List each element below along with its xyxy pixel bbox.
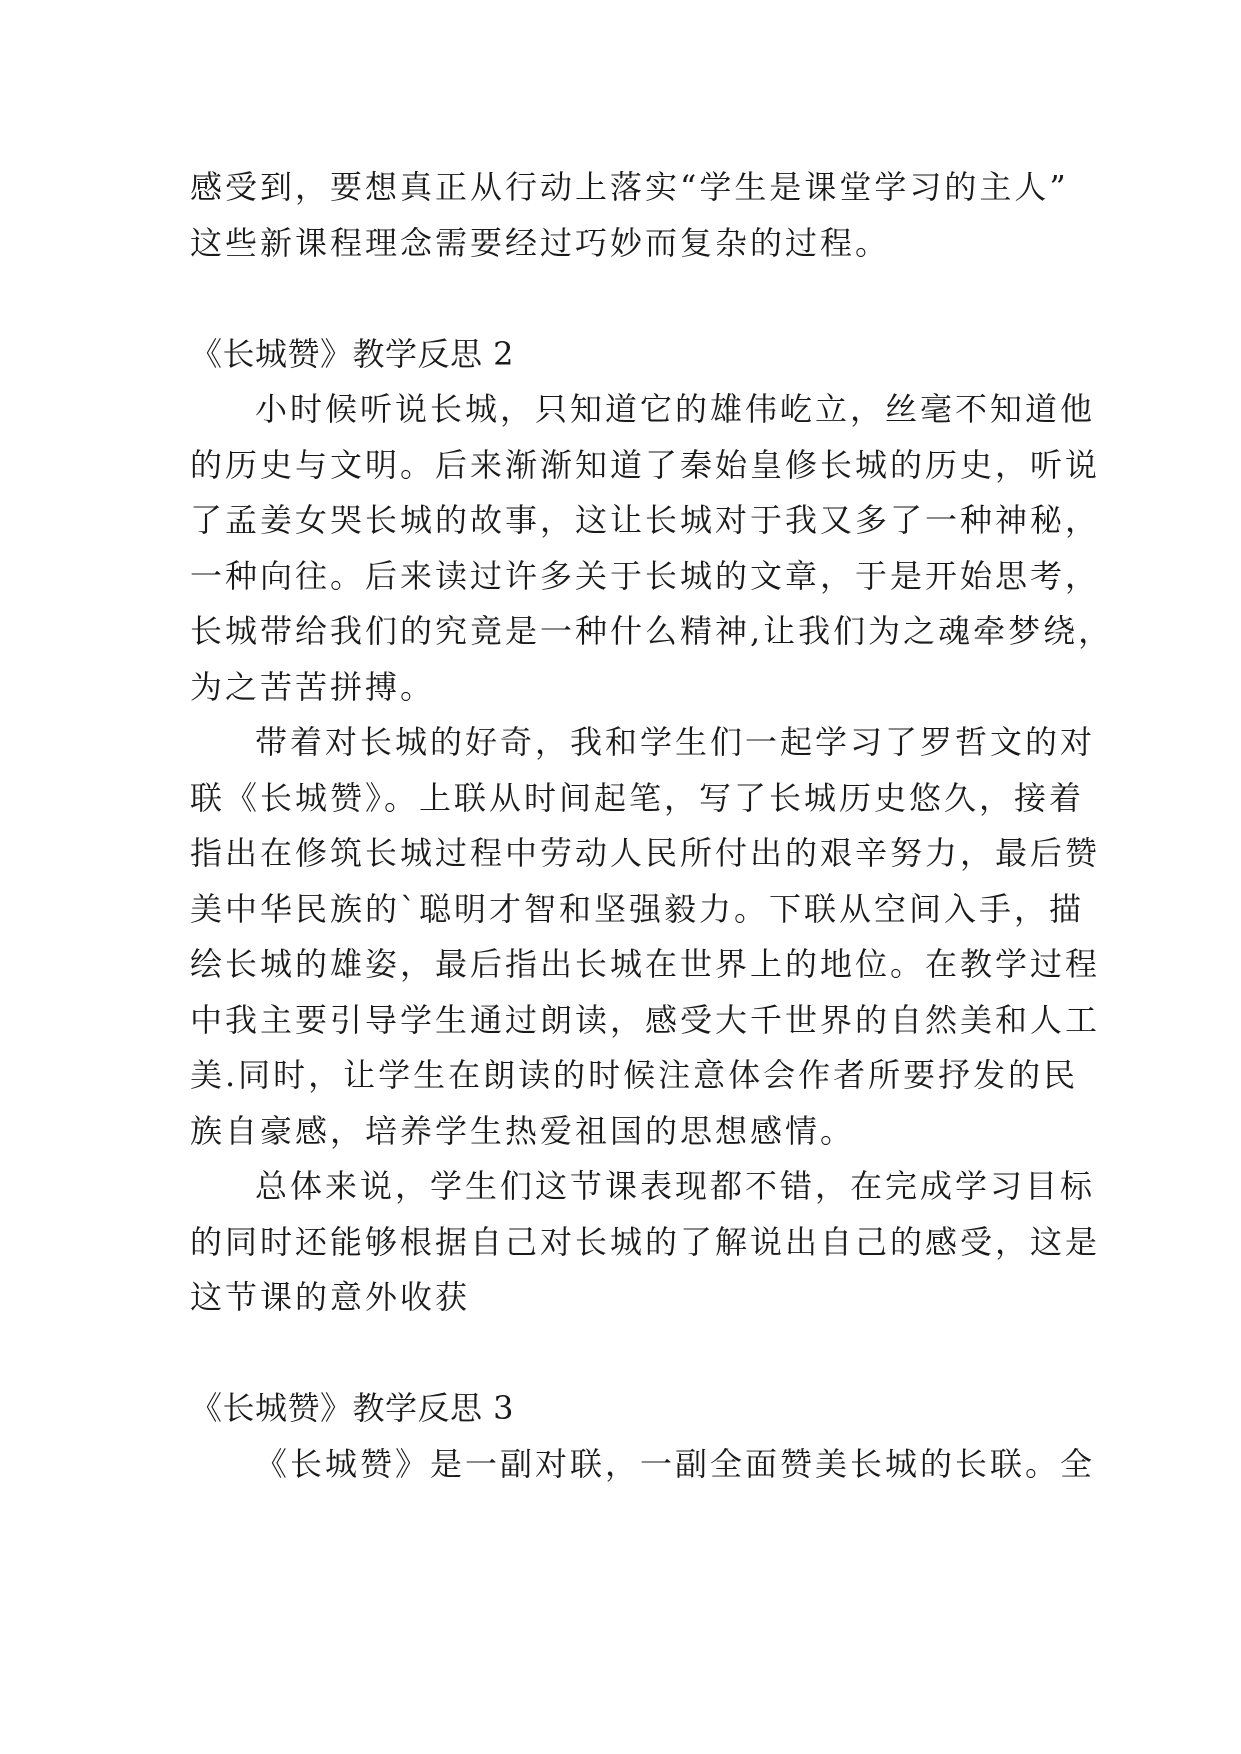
text-line: 指出在修筑长城过程中劳动人民所付出的艰辛努力，最后赞 <box>190 834 1101 872</box>
paragraph <box>190 1159 1101 1326</box>
text-line: 感受到，要想真正从行动上落实“学生是课堂学习的主人” <box>190 168 1069 206</box>
section-spacer <box>190 1326 1050 1382</box>
intro-paragraph <box>190 160 1069 271</box>
text-line: 《长城赞》是一副对联，一副全面赞美长城的长联。全 <box>255 1444 1096 1483</box>
text-line: 美.同时，让学生在朗读的时候注意体会作者所要抒发的民 <box>190 1056 1079 1094</box>
text-line: 的同时还能够根据自己对长城的了解说出自己的感受，这是 <box>190 1222 1101 1261</box>
text-line: 的历史与文明。后来渐渐知道了秦始皇修长城的历史，听说 <box>190 445 1101 484</box>
paragraph <box>190 715 1101 1159</box>
text-line: 总体来说，学生们这节课表现都不错，在完成学习目标 <box>255 1167 1096 1205</box>
document-body <box>190 160 1114 1492</box>
text-line: 联《长城赞》。上联从时间起笔，写了长城历史悠久，接着 <box>190 778 1085 817</box>
text-line: 长城带给我们的究竟是一种什么精神,让我们为之魂牵梦绕， <box>190 612 1114 650</box>
text-line: 为之苦苦拼搏。 <box>190 667 436 706</box>
section-title: 《长城赞》教学反思 3 <box>190 1389 515 1427</box>
text-line: 带着对长城的好奇，我和学生们一起学习了罗哲文的对 <box>255 723 1096 761</box>
text-line: 绘长城的雄姿，最后指出长城在世界上的地位。在教学过程 <box>190 945 1101 983</box>
section-3 <box>190 1381 1096 1492</box>
text-line: 中我主要引导学生通过朗读，感受大千世界的自然美和人工 <box>190 1000 1101 1039</box>
text-line: 族自豪感，培养学生热爱祖国的思想感情。 <box>190 1111 856 1150</box>
text-line: 美中华民族的`聪明才智和坚强毅力。下联从空间入手，描 <box>190 889 1085 928</box>
text-line: 这些新课程理念需要经过巧妙而复杂的过程。 <box>190 223 891 262</box>
text-line: 了孟姜女哭长城的故事，这让长城对于我又多了一种神秘， <box>190 501 1101 539</box>
section-title: 《长城赞》教学反思 2 <box>190 334 515 373</box>
text-line: 一种向往。后来读过许多关于长城的文章，于是开始思考， <box>190 556 1101 595</box>
section-2 <box>190 327 1114 1326</box>
section-spacer <box>190 271 1050 327</box>
text-line: 小时候听说长城，只知道它的雄伟屹立，丝毫不知道他 <box>255 390 1096 428</box>
text-line: 这节课的意外收获 <box>190 1278 471 1316</box>
paragraph <box>190 1437 1096 1493</box>
paragraph <box>190 382 1114 715</box>
